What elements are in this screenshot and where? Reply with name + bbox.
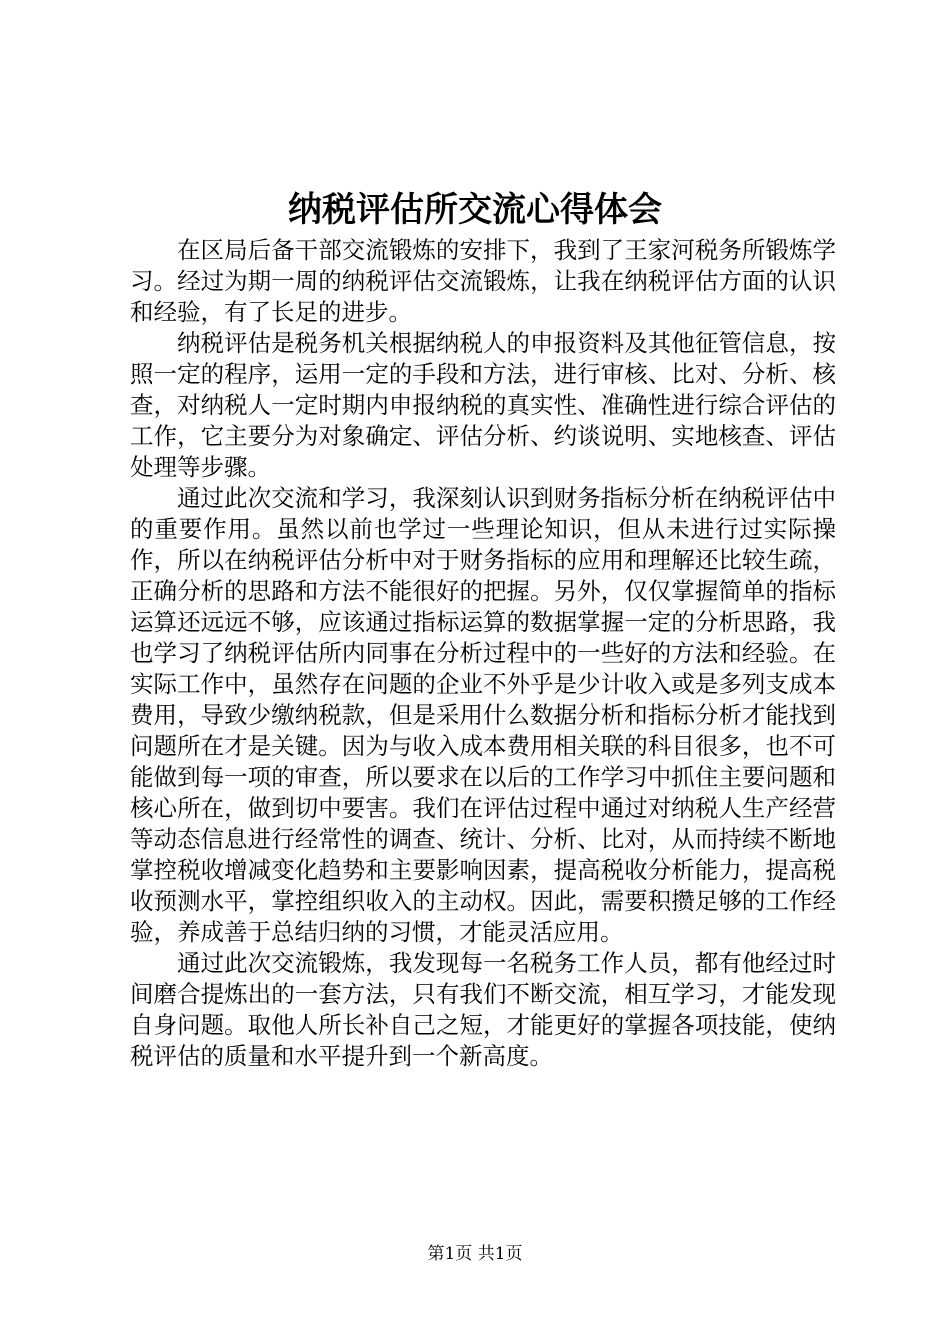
paragraph-intro: 在区局后备干部交流锻炼的安排下，我到了王家河税务所锻炼学习。经过为期一周的纳税评估交流锻炼，让我在纳税评估方面的认识和经验，有了长足的进步。 bbox=[130, 236, 836, 326]
document-body bbox=[130, 235, 836, 1072]
paragraph-learning: 通过此次交流和学习，我深刻认识到财务指标分析在纳税评估中的重要作用。虽然以前也学过一些理论知识，但从未进行过实际操作，所以在纳税评估分析中对于财务指标的应用和理解还比较生疏，正确分析的思路和方法不能很好的把握。另外，仅仅掌握简单的指标运算还远远不够，应该通过指标运算的数据掌握一定的分析思路，我也学习了纳税评估所内同事在分析过程中的一些好的方法和经验。在实际工作中，虽然存在问题的企业不外乎是少计收入或是多列支成本费用，导致少缴纳税款，但是采用什么数据分析和指标分析才能找到问题所在才是关键。因为与收入成本费用相关联的科目很多，也不可能做到每一项的审查，所以要求在以后的工作学习中抓住主要问题和核心所在，做到切中要害。我们在评估过程中通过对纳税人生产经营等动态信息进行经常性的调查、统计、分析、比对，从而持续不断地掌控税收增减变化趋势和主要影响因素，提高税收分析能力，提高税收预测水平，掌控组织收入的主动权。因此，需要积攒足够的工作经验，养成善于总结归纳的习惯，才能灵活应用。 bbox=[130, 484, 836, 946]
paragraph-definition: 纳税评估是税务机关根据纳税人的申报资料及其他征管信息，按照一定的程序，运用一定的手段和方法，进行审核、比对、分析、核查，对纳税人一定时期内申报纳税的真实性、准确性进行综合评估的工作，它主要分为对象确定、评估分析、约谈说明、实地核查、评估处理等步骤。 bbox=[130, 329, 836, 481]
page-footer: 第1页 共1页 bbox=[427, 1244, 523, 1264]
paragraph-conclusion: 通过此次交流锻炼，我发现每一名税务工作人员，都有他经过时间磨合提炼出的一套方法，只有我们不断交流，相互学习，才能发现自身问题。取他人所长补自己之短，才能更好的掌握各项技能，使纳税评估的质量和水平提升到一个新高度。 bbox=[130, 949, 836, 1070]
document-title: 纳税评估所交流心得体会 bbox=[288, 190, 662, 230]
